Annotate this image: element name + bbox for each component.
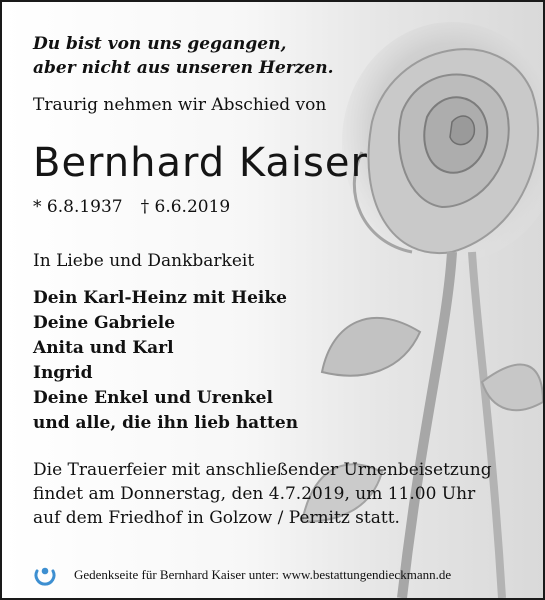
deceased-name: Bernhard Kaiser xyxy=(33,140,368,186)
family-member: Dein Karl-Heinz mit Heike xyxy=(33,288,287,308)
service-line: auf dem Friedhof in Golzow / Pernitz statt. xyxy=(33,508,400,528)
thanks-line: In Liebe und Dankbarkeit xyxy=(33,251,255,271)
memorial-quote xyxy=(33,32,523,80)
family-member: Ingrid xyxy=(33,363,93,383)
service-line: Die Trauerfeier mit anschließender Urnenbeisetzung xyxy=(33,460,492,480)
service-announcement xyxy=(33,458,523,530)
death-date: † 6.6.2019 xyxy=(140,197,231,217)
birth-date: * 6.8.1937 xyxy=(33,197,123,217)
quote-line-2: aber nicht aus unseren Herzen. xyxy=(33,58,334,78)
memorial-logo-icon xyxy=(32,562,58,588)
life-dates xyxy=(33,196,523,218)
memorial-page-link[interactable]: Gedenkseite für Bernhard Kaiser unter: www.bestattungendieckmann.de xyxy=(74,567,452,582)
family-member: Deine Enkel und Urenkel xyxy=(33,388,273,408)
family-member: und alle, die ihn lieb hatten xyxy=(33,413,299,433)
footer xyxy=(32,562,533,588)
family-member: Deine Gabriele xyxy=(33,313,176,333)
intro-text: Traurig nehmen wir Abschied von xyxy=(33,95,327,115)
quote-line-1: Du bist von uns gegangen, xyxy=(33,34,287,54)
family-member: Anita und Karl xyxy=(33,338,174,358)
family-list xyxy=(33,286,523,436)
service-line: findet am Donnerstag, den 4.7.2019, um 11.00 Uhr xyxy=(33,484,476,504)
